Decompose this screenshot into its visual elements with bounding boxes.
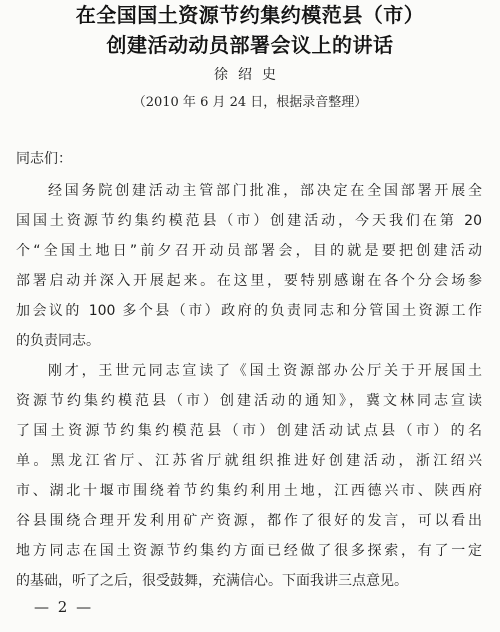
paragraph-1 (16, 176, 482, 356)
paragraph-line: 市、湖北十堰市围绕着节约集约利用土地，江西德兴市、陕西府 (16, 483, 482, 499)
paragraph-line: 刚才，王世元同志宣读了《国土资源部办公厅关于开展国土 (48, 363, 482, 379)
paragraph-line: 部署启动并深入开展起来。在这里，要特别感谢在各个分会场参 (16, 273, 482, 289)
paragraph-line: 资源节约集约模范县（市）创建活动的通知》，冀文林同志宣读 (16, 393, 482, 409)
paragraph-line: 的负责同志。 (16, 333, 100, 349)
paragraph-line: 了国土资源节约集约模范县（市）创建活动试点县（市）的名 (16, 423, 482, 439)
paragraph-line: 加会议的 100 多个县（市）政府的负责同志和分管国土资源工作 (16, 303, 482, 319)
paragraph-2 (16, 356, 482, 596)
salutation: 同志们： (16, 151, 72, 167)
date-note: （2010 年 6 月 24 日，根据录音整理） (132, 95, 368, 110)
author-name: 徐绍史 (214, 67, 286, 83)
document-title-line-1: 在全国国土资源节约集约模范县（市） (75, 3, 425, 27)
page-number: — 2 — (34, 598, 94, 616)
paragraph-line: 单。黑龙江省厅、江苏省厅就组织推进好创建活动，浙江绍兴 (16, 453, 482, 469)
paragraph-line: 地方同志在国土资源节约集约方面已经做了很多探索，有了一定 (16, 543, 482, 559)
paragraph-line: 经国务院创建活动主管部门批准，部决定在全国部署开展全 (48, 183, 482, 199)
paragraph-line: 个“全国土地日”前夕召开动员部署会，目的就是要把创建活动 (16, 243, 482, 259)
paragraph-line: 国国土资源节约集约模范县（市）创建活动，今天我们在第 20 (16, 213, 482, 229)
paragraph-line: 的基础，听了之后，很受鼓舞，充满信心。下面我讲三点意见。 (16, 573, 408, 589)
paragraph-line: 谷县围绕合理开发利用矿产资源，都作了很好的发言，可以看出 (16, 513, 482, 529)
document-title-line-2: 创建活动动员部署会议上的讲话 (106, 33, 394, 57)
